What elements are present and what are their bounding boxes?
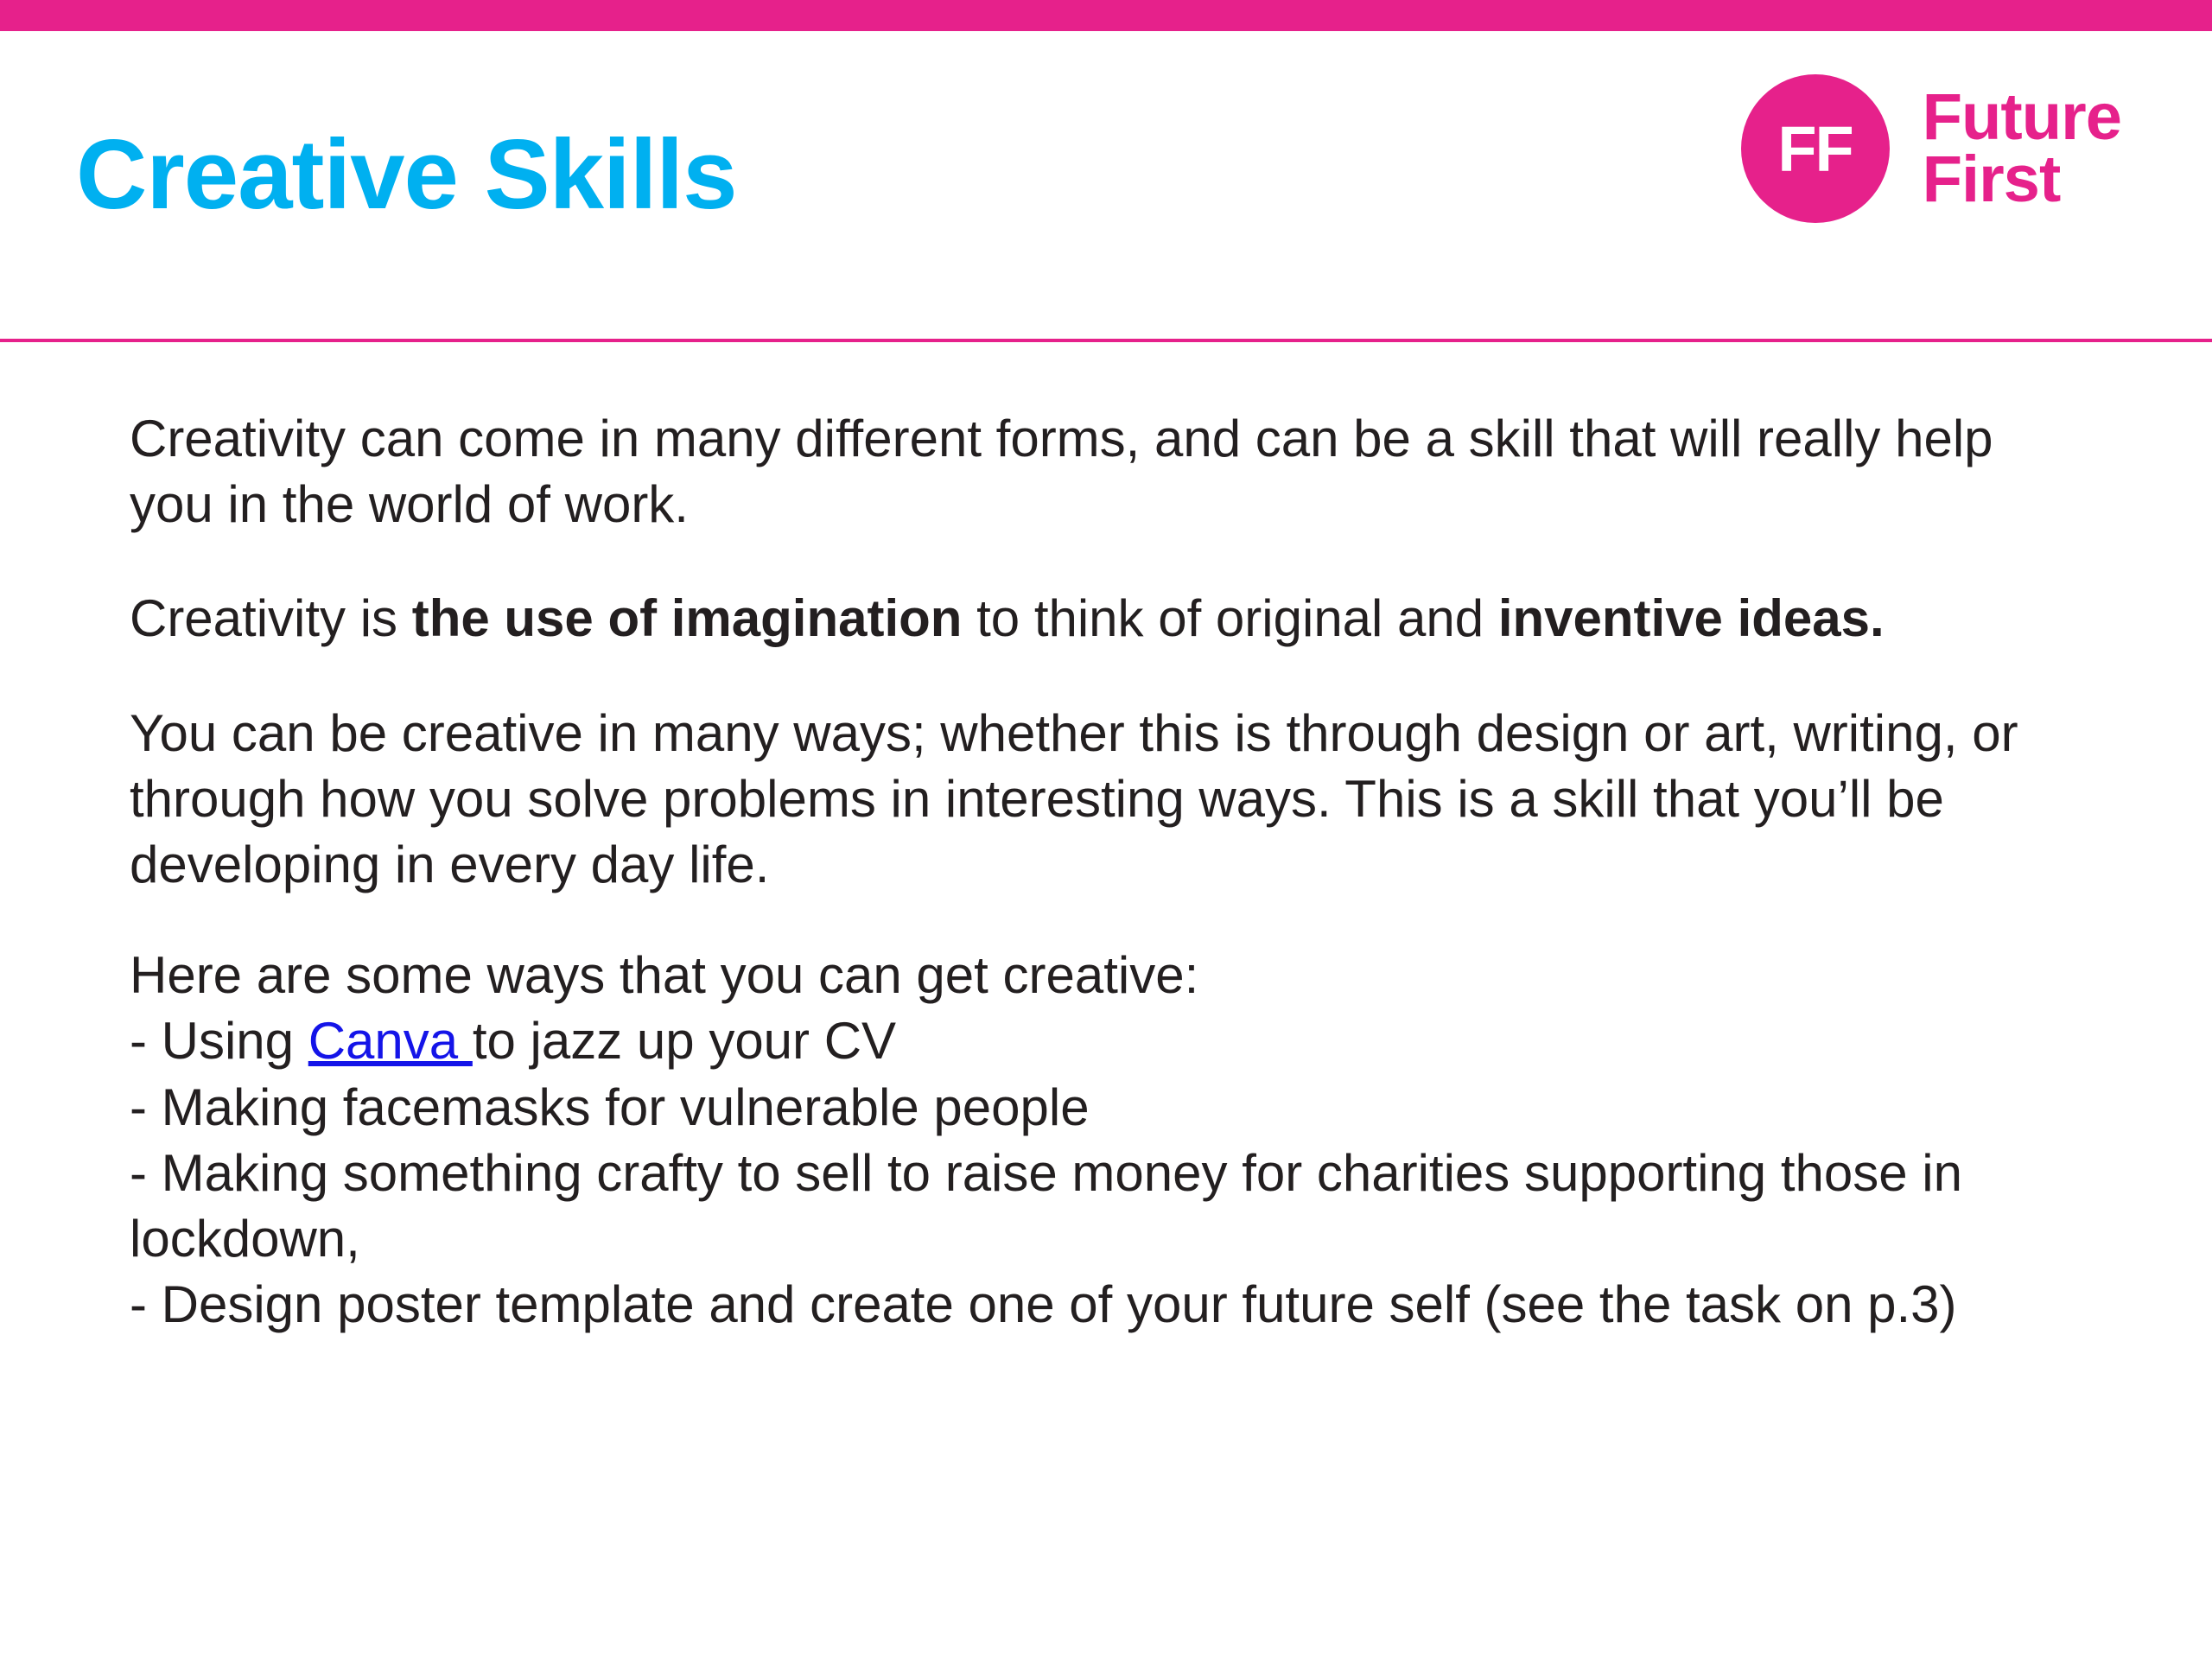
definition-bold-inventive-ideas: inventive ideas. <box>1497 589 1885 648</box>
page-title: Creative Skills <box>76 120 737 230</box>
paragraph-intro: Creativity can come in many different forms, and can be a skill that will really help you in the world of work. <box>130 410 1993 534</box>
logo-wordmark <box>1922 79 2121 216</box>
list-item-crafty: - Making something crafty to sell to raise money for charities supporting those in lockdown, <box>130 1143 1962 1268</box>
definition-bold-imagination: the use of imagination <box>411 589 963 648</box>
list-intro: Here are some ways that you can get creative: <box>130 946 1199 1005</box>
list-item-canva-suffix: to jazz up your CV <box>472 1012 897 1071</box>
paragraph-definition <box>130 586 2056 652</box>
slide-header <box>0 31 2212 340</box>
slide-body <box>130 406 2074 1338</box>
definition-text-part1: Creativity is <box>130 589 412 648</box>
future-first-logo <box>1741 74 2121 223</box>
list-item-canva-prefix: - Using <box>130 1012 308 1071</box>
list-item-canva <box>130 1008 2074 1074</box>
top-accent-bar <box>0 0 2212 31</box>
definition-text-part2: to think of original and <box>962 589 1498 648</box>
logo-monogram: FF <box>1777 112 1853 185</box>
creative-ways-list <box>130 943 2074 1338</box>
logo-circle-icon <box>1741 74 1890 223</box>
paragraph-ways: You can be creative in many ways; whether this is through design or art, writing, or through how you solve problems in interesting ways. This is a skill that you’ll be developing in every day life. <box>130 703 2018 893</box>
list-item-facemasks: - Making facemasks for vulnerable people <box>130 1077 1090 1136</box>
header-divider <box>0 339 2212 342</box>
list-item-poster: - Design poster template and create one of your future self (see the task on p.3) <box>130 1275 1957 1334</box>
logo-wordmark-line1: Future <box>1922 79 2121 154</box>
canva-link[interactable]: Canva <box>308 1012 473 1071</box>
logo-wordmark-line2: First <box>1922 143 2061 216</box>
